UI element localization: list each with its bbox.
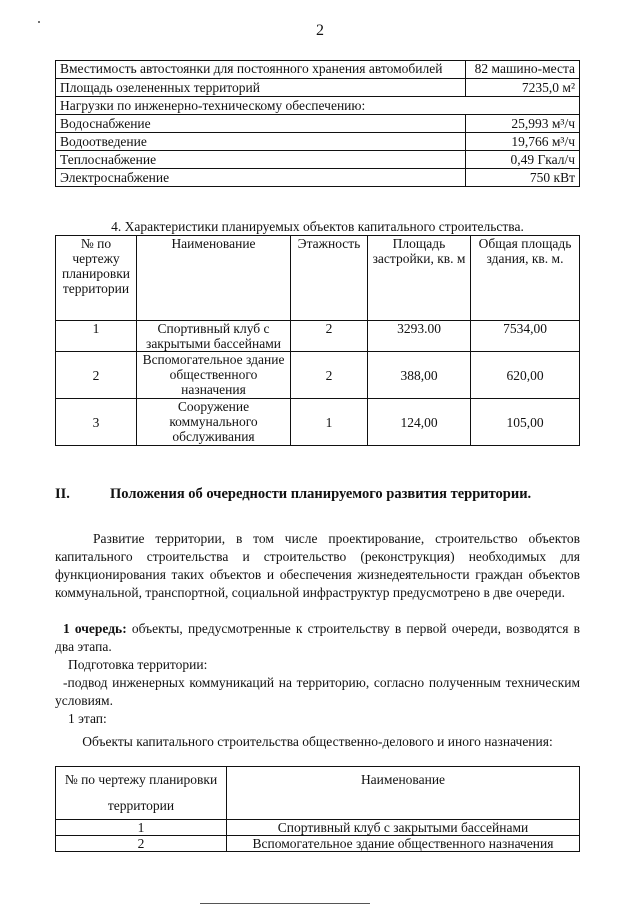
- table-row: [56, 61, 580, 79]
- table-cell: 388,00: [368, 352, 471, 399]
- preparation-item: -подвод инженерных коммуникаций на территорию, согласно полученным техническим условиям.: [55, 675, 580, 708]
- table-row: [56, 79, 580, 97]
- page-number: 2: [316, 22, 324, 39]
- table-cell: Сооружение коммунального обслуживания: [137, 399, 291, 446]
- table-row: [56, 151, 580, 169]
- column-header: Общая площадь здания, кв. м.: [471, 236, 580, 321]
- table-cell-label: Площадь озелененных территорий: [56, 79, 466, 97]
- stage1-objects-table: [55, 766, 580, 852]
- table-cell-label: Водоснабжение: [56, 115, 466, 133]
- table-cell: 2: [291, 352, 368, 399]
- table-cell-value: 7235,0 м²: [466, 79, 580, 97]
- table-cell-label: Электроснабжение: [56, 169, 466, 187]
- column-header: № по чертежу планировки территории: [56, 767, 227, 820]
- table-cell: 3293.00: [368, 321, 471, 352]
- table-cell: Спортивный клуб с закрытыми бассейнами: [137, 321, 291, 352]
- table-row: [56, 399, 580, 446]
- table-row: [56, 115, 580, 133]
- table-row: [56, 820, 580, 836]
- column-header: Наименование: [227, 767, 580, 820]
- table-cell: 105,00: [471, 399, 580, 446]
- table-row: [56, 169, 580, 187]
- table-row: [56, 321, 580, 352]
- table-row: [56, 836, 580, 852]
- table-cell-value: 750 кВт: [466, 169, 580, 187]
- queue-paragraph: [55, 620, 580, 656]
- section-title: Положения об очередности планируемого развития территории.: [110, 486, 532, 502]
- column-header: Этажность: [291, 236, 368, 321]
- queue-text: объекты, предусмотренные к строительству в первой очереди, возводятся в два этапа.: [55, 621, 580, 654]
- preparation-heading: Подготовка территории:: [68, 657, 208, 672]
- column-header: Площадь застройки, кв. м: [368, 236, 471, 321]
- table-cell: Вспомогательное здание общественного назначения: [227, 836, 580, 852]
- table-cell-label: Теплоснабжение: [56, 151, 466, 169]
- table-cell-label: Водоотведение: [56, 133, 466, 151]
- table-header-row: [56, 236, 580, 321]
- stage-label: 1 этап:: [68, 711, 107, 726]
- table-row: [56, 133, 580, 151]
- parameters-table: [55, 60, 580, 187]
- table-cell-label: Вместимость автостоянки для постоянного хранения автомобилей: [56, 61, 466, 79]
- table-cell-value: 0,49 Гкал/ч: [466, 151, 580, 169]
- planned-objects-table: [55, 235, 580, 446]
- table3-caption: [55, 733, 580, 750]
- table-header-row: [56, 767, 580, 820]
- table-cell: 620,00: [471, 352, 580, 399]
- intro-paragraph: Развитие территории, в том числе проектирование, строительство объектов капитального строительства и строительство (реконструкция) необходимых для функционирования таких объектов и обеспечения жизнедеятельности граждан объектов коммунальной, транспортной, социальной инфраструктур предусмотрено в две очереди.: [55, 531, 580, 600]
- table-cell-value: 82 машино-места: [466, 61, 580, 79]
- table-cell-value: 19,766 м³/ч: [466, 133, 580, 151]
- table-cell: 2: [56, 836, 227, 852]
- table-cell: Вспомогательное здание общественного назначения: [137, 352, 291, 399]
- table-cell-label: Нагрузки по инженерно-техническому обеспечению:: [56, 97, 580, 115]
- table-row: [56, 352, 580, 399]
- table-row: [56, 97, 580, 115]
- table-cell: 7534,00: [471, 321, 580, 352]
- footer-rule: [200, 903, 370, 904]
- table-cell: 1: [56, 321, 137, 352]
- column-header: Наименование: [137, 236, 291, 321]
- table-cell: 3: [56, 399, 137, 446]
- table-cell: 1: [56, 820, 227, 836]
- table-cell-value: 25,993 м³/ч: [466, 115, 580, 133]
- table-cell: 1: [291, 399, 368, 446]
- table-cell: Спортивный клуб с закрытыми бассейнами: [227, 820, 580, 836]
- table-cell: 124,00: [368, 399, 471, 446]
- section-number: II.: [55, 486, 70, 502]
- queue-label: 1 очередь:: [63, 621, 127, 636]
- table-cell: 2: [291, 321, 368, 352]
- table2-caption: 4. Характеристики планируемых объектов капитального строительства.: [111, 219, 524, 234]
- table3-caption-text: Объекты капитального строительства общественно-делового и иного назначения:: [82, 734, 553, 749]
- column-header: № по чертежу планировки территории: [56, 236, 137, 321]
- table-cell: 2: [56, 352, 137, 399]
